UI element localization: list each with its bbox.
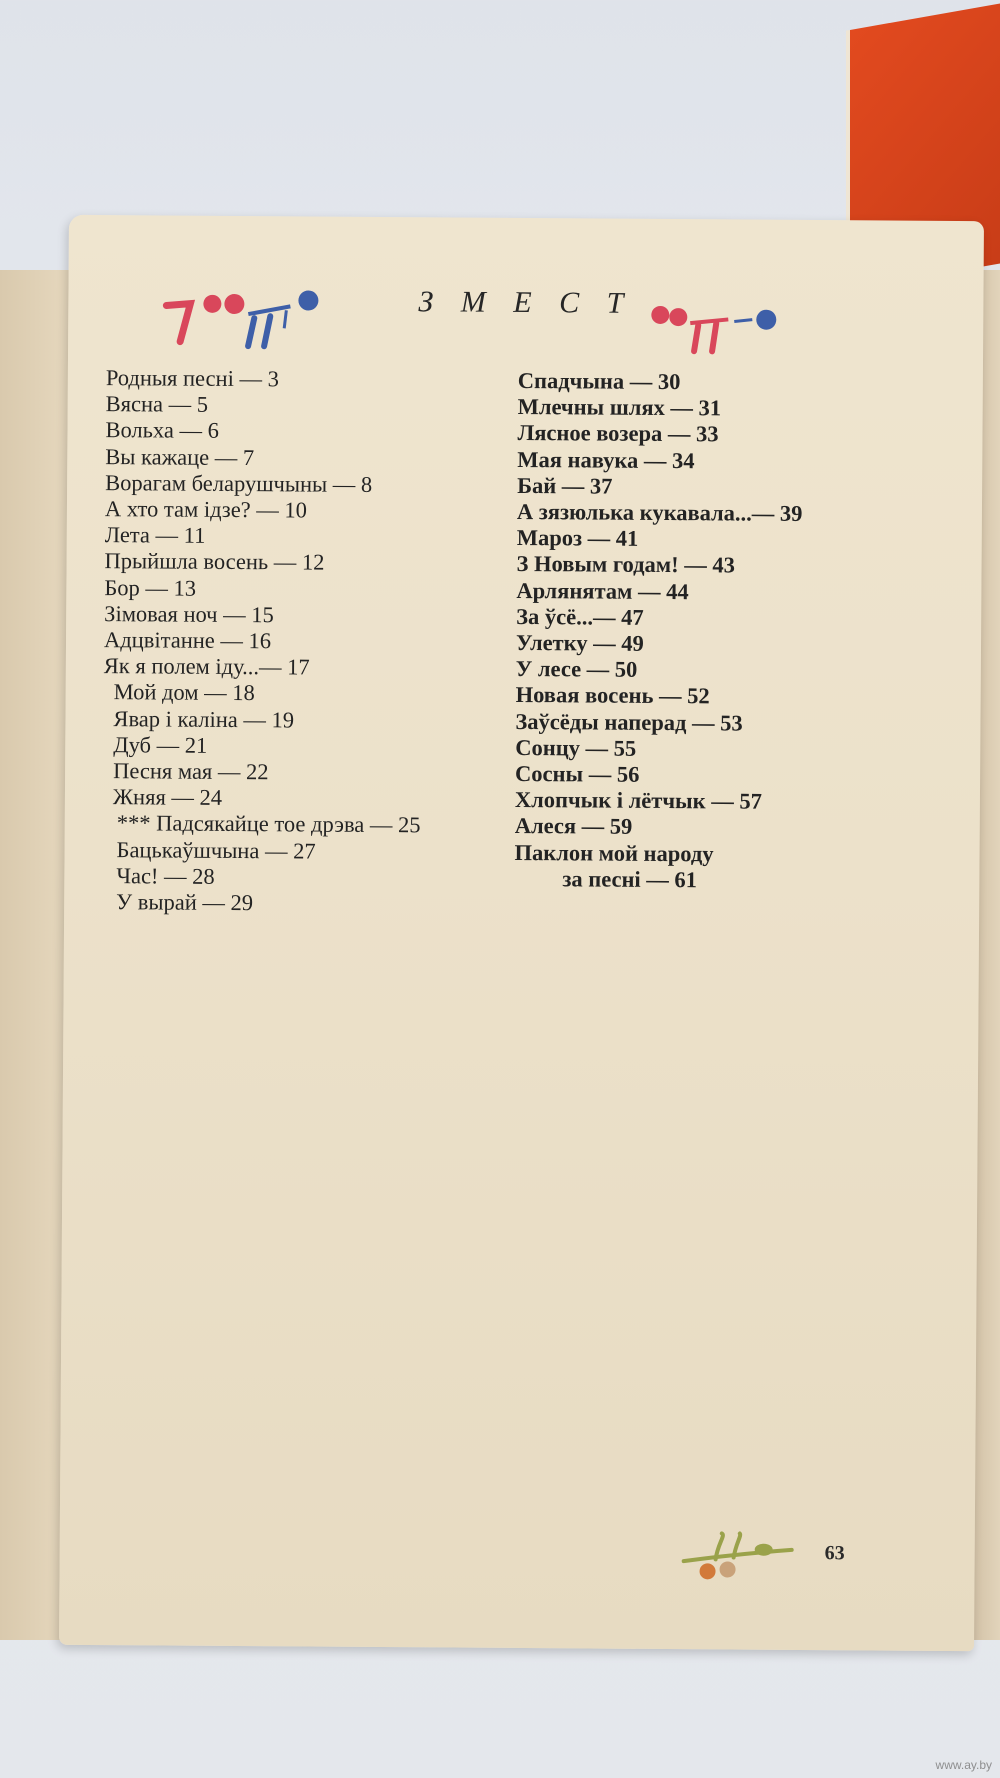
toc-entry: Бацькаўшчына — 27 (116, 836, 316, 864)
toc-right-column (514, 368, 803, 894)
toc-entry: *** Падсякайце тое дрэва — 25 (116, 810, 421, 838)
toc-entry: Родныя песні — 3 (105, 365, 279, 392)
toc-entry: Хлопчык і лётчык — 57 (514, 787, 762, 814)
book-page (59, 215, 984, 1651)
toc-entry: А зязюлька кукавала...— 39 (516, 498, 803, 526)
toc-entry: За ўсё...— 47 (516, 603, 644, 630)
toc-entry: Як я полем іду...— 17 (103, 653, 310, 680)
toc-entry: Бор — 13 (104, 574, 197, 601)
toc-entry: Млечны шлях — 31 (517, 394, 722, 421)
toc-entry: Алеся — 59 (514, 813, 633, 840)
toc-entry: Дуб — 21 (113, 731, 208, 758)
toc-entry-continuation: за песні — 61 (562, 866, 698, 893)
toc-entry: Паклон мой народу (514, 839, 714, 866)
toc-entry: Зімовая ноч — 15 (104, 600, 274, 628)
toc-entry: Арлянятам — 44 (516, 577, 689, 604)
toc-entry: У вырай — 29 (116, 889, 254, 916)
toc-entry: Прыйшла восень — 12 (104, 548, 325, 576)
toc-entry: Улетку — 49 (515, 629, 644, 656)
toc-entry: Вольха — 6 (105, 417, 219, 444)
toc-entry: Мая навука — 34 (517, 446, 695, 473)
toc-entry: Лясное возера — 33 (517, 420, 719, 447)
toc-entry: Вы кажаце — 7 (105, 443, 255, 470)
toc-entry: Лета — 11 (104, 522, 206, 549)
toc-entry: Песня мая — 22 (113, 758, 269, 785)
watermark: www.ay.by (935, 1758, 992, 1772)
toc-entry: Бай — 37 (517, 472, 613, 499)
toc-entry: А хто там ідзе? — 10 (104, 496, 308, 523)
toc-entry: Вясна — 5 (105, 391, 209, 418)
toc-entry: З Новым годам! — 43 (516, 551, 735, 578)
toc-entry: Ворагам беларушчыны — 8 (105, 469, 373, 497)
toc-entry: Мароз — 41 (516, 525, 639, 552)
page-title: З М Е С Т (418, 285, 634, 320)
toc-entry: Адцвітанне — 16 (103, 627, 272, 654)
music-notes-ornament-right (648, 301, 778, 362)
toc-entry: Сосны — 56 (515, 760, 640, 787)
toc-entry: Час! — 28 (116, 863, 215, 889)
toc-entry: Новая восень — 52 (515, 682, 710, 709)
toc-entry: Заўсёды наперад — 53 (515, 708, 743, 736)
toc-entry: У лесе — 50 (515, 656, 638, 683)
leaf-ornament-bottom (681, 1529, 821, 1585)
toc-entry: Сонцу — 55 (515, 734, 637, 761)
toc-left-column (102, 365, 424, 917)
page-number: 63 (824, 1542, 845, 1565)
toc-entry: Мой дом — 18 (113, 679, 255, 706)
toc-entry: Явар і каліна — 19 (113, 705, 295, 733)
toc-entry: Жняя — 24 (112, 784, 223, 811)
toc-entry: Спадчына — 30 (517, 367, 681, 395)
